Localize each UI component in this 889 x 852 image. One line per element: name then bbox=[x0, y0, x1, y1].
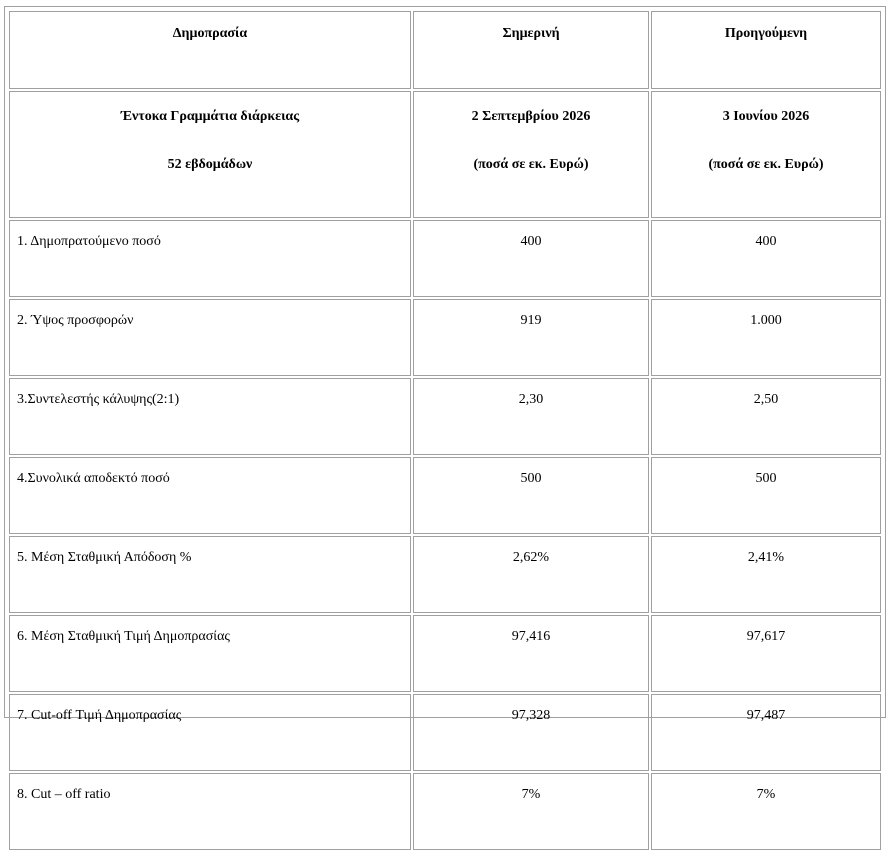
row-current-value: 7% bbox=[413, 773, 649, 850]
row-label: 4.Συνολικά αποδεκτό ποσό bbox=[9, 457, 411, 534]
row-label: 7. Cut-off Τιμή Δημοπρασίας bbox=[9, 694, 411, 771]
row-previous-value: 1.000 bbox=[651, 299, 881, 376]
row-label: 6. Μέση Σταθμική Τιμή Δημοπρασίας bbox=[9, 615, 411, 692]
previous-auction-date: 3 Ιουνίου 2026 bbox=[722, 109, 810, 124]
subheader-instrument bbox=[9, 91, 411, 218]
table-row bbox=[9, 694, 881, 771]
row-current-value: 2,62% bbox=[413, 536, 649, 613]
row-previous-value: 97,617 bbox=[651, 615, 881, 692]
current-amount-unit: (ποσά σε εκ. Ευρώ) bbox=[473, 157, 589, 172]
row-previous-value: 400 bbox=[651, 220, 881, 297]
table-row bbox=[9, 457, 881, 534]
row-label: 2. Ύψος προσφορών bbox=[9, 299, 411, 376]
table-row bbox=[9, 615, 881, 692]
table-row bbox=[9, 220, 881, 297]
row-previous-value: 2,50 bbox=[651, 378, 881, 455]
header-current: Σημερινή bbox=[413, 11, 649, 89]
table-subheader-row bbox=[9, 91, 881, 218]
table-header-row bbox=[9, 11, 881, 89]
table-row bbox=[9, 378, 881, 455]
row-label: 8. Cut – off ratio bbox=[9, 773, 411, 850]
header-previous: Προηγούμενη bbox=[651, 11, 881, 89]
subheader-previous-date bbox=[651, 91, 881, 218]
auction-results-table-frame bbox=[4, 6, 886, 802]
row-previous-value: 500 bbox=[651, 457, 881, 534]
row-previous-value: 97,487 bbox=[651, 694, 881, 771]
subheader-current-date bbox=[413, 91, 649, 218]
row-current-value: 97,416 bbox=[413, 615, 649, 692]
row-current-value: 400 bbox=[413, 220, 649, 297]
row-label: 5. Μέση Σταθμική Απόδοση % bbox=[9, 536, 411, 613]
auction-results-table bbox=[7, 9, 883, 852]
row-label: 1. Δημοπρατούμενο ποσό bbox=[9, 220, 411, 297]
table-row bbox=[9, 299, 881, 376]
table-row bbox=[9, 773, 881, 850]
header-auction: Δημοπρασία bbox=[9, 11, 411, 89]
row-current-value: 97,328 bbox=[413, 694, 649, 771]
row-current-value: 919 bbox=[413, 299, 649, 376]
previous-amount-unit: (ποσά σε εκ. Ευρώ) bbox=[708, 157, 824, 172]
row-previous-value: 2,41% bbox=[651, 536, 881, 613]
table-row bbox=[9, 536, 881, 613]
instrument-name: Έντοκα Γραμμάτια διάρκειας bbox=[120, 109, 300, 124]
row-previous-value: 7% bbox=[651, 773, 881, 850]
row-current-value: 500 bbox=[413, 457, 649, 534]
instrument-duration: 52 εβδομάδων bbox=[167, 157, 253, 172]
row-current-value: 2,30 bbox=[413, 378, 649, 455]
current-auction-date: 2 Σεπτεμβρίου 2026 bbox=[471, 109, 591, 124]
row-label: 3.Συντελεστής κάλυψης(2:1) bbox=[9, 378, 411, 455]
